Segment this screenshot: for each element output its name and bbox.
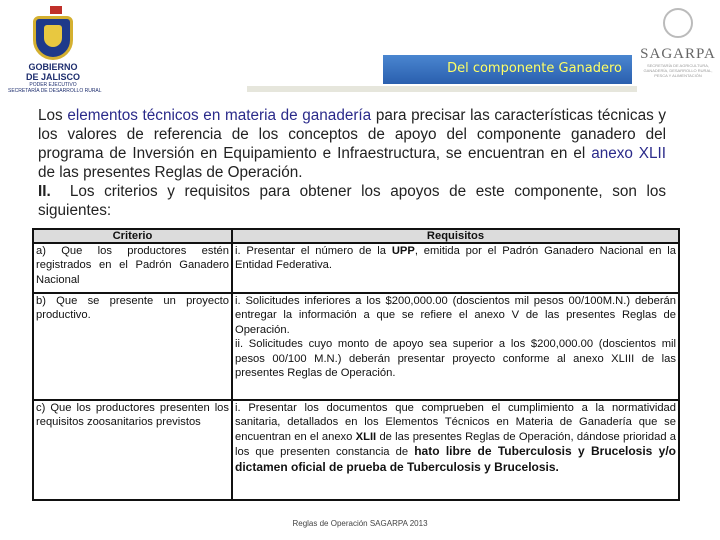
logo-sub: SECRETARÍA DE AGRICULTURA, GANADERÍA, DESARROLLO RURAL, PESCA Y ALIMENTACIÓN xyxy=(643,63,713,78)
sagarpa-logo xyxy=(638,6,718,78)
requisito-bold: XLII xyxy=(355,430,377,443)
requisito-text: i. Presentar el número de la xyxy=(235,245,387,257)
requisitos-cell xyxy=(232,293,679,400)
logo-line: SECRETARÍA DE DESARROLLO RURAL xyxy=(8,88,102,94)
jalisco-logo xyxy=(8,6,102,94)
anexo-link[interactable]: anexo XLII xyxy=(591,145,666,162)
logo-line: DE JALISCO xyxy=(25,72,80,82)
requisitos-cell xyxy=(232,400,679,500)
requirements-table xyxy=(32,228,680,501)
section-number: II. xyxy=(38,183,51,200)
requisito-text: i. Presentar los documentos que comprueben el cumplimiento a la normatividad sanitaria, detallados en los Elementos Técnicos en Materia de Ganadería que se encuentran en el anexo xyxy=(235,402,676,443)
footer-text: Reglas de Operación SAGARPA 2013 xyxy=(292,519,428,528)
text: para precisar las características técnicas y los valores de referencia de los conceptos de apoyo del componente ganadero del programa de Inversión en Equipamiento e Infraestructura, se encuentran en el xyxy=(38,107,667,162)
header-requisitos: Requisitos xyxy=(232,229,679,243)
requisito-text: de las presentes Reglas de Operación, dándose prioridad a los que presenten constancia de xyxy=(235,430,677,459)
text: Los criterios y requisitos para obtener los apoyos de este componente, son los siguientes: xyxy=(38,183,666,219)
logo-line: PODER EJECUTIVO xyxy=(29,82,77,88)
logo-name: SAGARPA xyxy=(640,46,716,62)
intro-text xyxy=(38,106,666,220)
text: de las presentes Reglas de Operación. xyxy=(38,164,303,181)
table-header xyxy=(33,229,679,243)
requisitos-cell xyxy=(232,243,679,293)
requisito-text: , emitida por el Padrón Ganadero Nacional en la Entidad Federativa. xyxy=(235,245,677,272)
coat-of-arms-icon xyxy=(33,16,73,60)
seal-icon xyxy=(663,8,693,38)
requisito-text: i. Solicitudes inferiores a los $200,000.00 (doscientos mil pesos 00/100M.N.) deberán entregar la información a que se refiere el anexo V de las presentes Reglas de Operación. xyxy=(235,295,676,336)
table-row xyxy=(33,400,679,500)
flag-icon xyxy=(50,6,62,14)
requisito-text: ii. Solicitudes cuyo monto de apoyo sea superior a los $200,000.00 (doscientos mil pesos 00/100 M.N.) deberán presentar proyecto conforme al anexo XLIII de las presentes Reglas de Operación. xyxy=(235,338,676,380)
criterio-cell: b) Que se presente un proyecto productivo. xyxy=(33,293,232,400)
text: Los xyxy=(38,107,63,124)
table-row xyxy=(33,243,679,293)
elementos-link[interactable]: elementos técnicos en materia de ganadería xyxy=(67,107,372,124)
criterio-cell: a) Que los productores estén registrados en el Padrón Ganadero Nacional xyxy=(33,243,232,293)
header-criterio: Criterio xyxy=(33,229,232,243)
table-row xyxy=(33,293,679,400)
logo-line: GOBIERNO xyxy=(28,62,78,72)
requisito-bold: UPP xyxy=(391,245,415,257)
divider-strip xyxy=(247,86,637,92)
criterio-cell: c) Que los productores presenten los requisitos zoosanitarios previstos xyxy=(33,400,232,500)
section-title-banner: Del componente Ganadero xyxy=(383,55,632,84)
requisito-bold: hato libre de Tuberculosis y Brucelosis y/o dictamen oficial de prueba de Tuberculosis y Brucelosis. xyxy=(235,444,677,474)
